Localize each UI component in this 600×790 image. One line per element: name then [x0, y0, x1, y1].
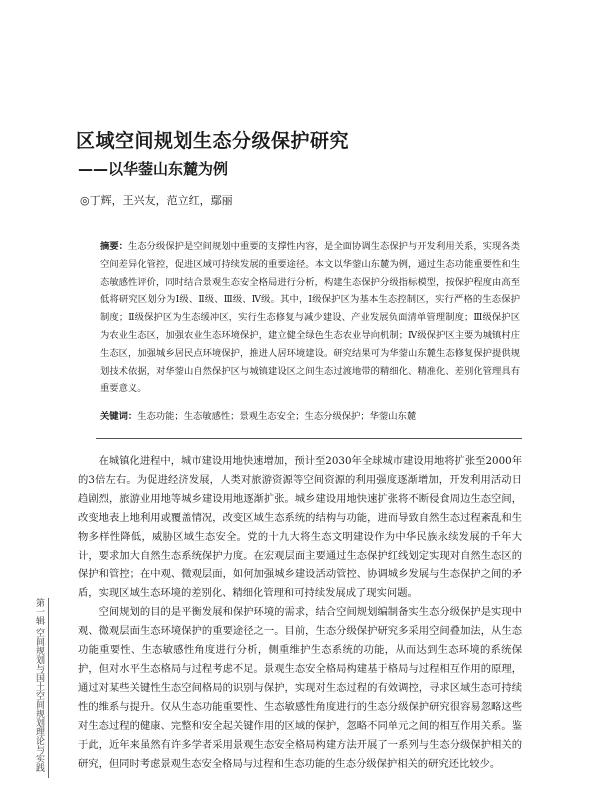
keywords-text: 生态功能；生态敏感性；景观生态安全；生态分级保护；华蓥山东麓 [137, 411, 417, 422]
body-paragraph: 在城镇化进程中，城市建设用地快速增加，预计至2030年全球城市建设用地将扩张至2000年的3倍左右。为促进经济发展，人类对旅游资源等空间资源的利用强度逐渐增加，开发利用活动日趋剧烈，旅游业用地等城乡建设用地逐渐扩张。城乡建设用地快速扩张将不断侵食周边生态空间，改变地表上地利用或覆盖情况，改变区域生态系统的结构与功能，进而导致自然生态过程紊乱和生物多样性降低，威胁区域生态安全。党的十九大将生态文明建设作为中华民族永续发展的千年大计，要求加大自然生态系统保护力度。在宏观层面主要通过生态保护红线划定实现对自然生态区的保护和管控；在中观、微观层面，如何加强城乡建设活动管控、协调城乡发展与生态保护之间的矛盾，实现区域生态环境的差别化、精细化管理和可持续发展成了现实问题。 [78, 455, 522, 600]
body-text [78, 452, 522, 773]
abstract-label: 摘要： [100, 241, 129, 252]
section-divider [96, 438, 522, 439]
keywords-label: 关键词： [100, 411, 138, 422]
side-divider [48, 598, 49, 778]
side-running-header: 第一辑 空间规划与国土空间规划理论与实践 [34, 598, 44, 772]
abstract-text: 生态分级保护是空间规划中重要的支撑性内容，是全面协调生态保护与开发利用关系，实现各类空间差异化管控，促进区域可持续发展的重要途径。本文以华蓥山东麓为例，通过生态功能重要性和生态敏感性评价，同时结合景观生态安全格局进行分析，构建生态保护分级指标模型，按保护程度由高至低将研究区划分为Ⅰ级、Ⅱ级、Ⅲ级、Ⅳ级。其中，Ⅰ级保护区为基本生态控制区，实行严格的生态保护制度；Ⅱ级保护区为生态缓冲区，实行生态修复与减少建设、产业发展负面清单管理制度；Ⅲ级保护区为农业生态区，加强农业生态环境保护，建立健全绿色生态农业导向机制；Ⅳ级保护区主要为城镇村庄生态区，加强城乡居民点环境保护，推进人居环境建设。研究结果可为华蓥山东麓生态修复保护提供规划技术依据，对华蓥山自然保护区与城镇建设区之间生态过渡地带的精细化、精准化、差别化管理具有重要意义。 [100, 241, 520, 395]
body-paragraph: 空间规划的目的是平衡发展和保护环境的需求，结合空间规划编制备实生态分级保护是实现中观、微观层面生态环境保护的重要途径之一。目前，生态分级保护研究多采用空间叠加法，从生态功能重要性、生态敏感性角度进行分析，侧重维护生态系统的功能，从而达到生态环境的系统保护，但对水平生态格局与过程考虑不足。景观生态安全格局构建基于格局与过程相互作用的原理，通过对某些关键性生态空间格局的识别与保护，实现对生态过程的有效调控，寻求区域生态可持续性的维系与提升。仅从生态功能重要性、生态敏感性角度进行的生态分级保护研究很容易忽略这些对生态过程的健康、完整和安全起关键作用的区域的保护，忽略不同单元之间的相互作用关系。鉴于此，近年来虽然有许多学者采用景观生态安全格局构建方法开展了一系列与生态分级保护相关的研究，但同时考虑景观生态安全格局与过程和生态功能的生态分级保护相关的研究还比较少。 [78, 606, 522, 770]
keywords [100, 408, 520, 426]
abstract [100, 238, 520, 398]
article-title: 区域空间规划生态分级保护研究 [76, 130, 350, 152]
article-subtitle: ——以华蓥山东麓为例 [78, 160, 229, 178]
authors: ◎丁辉，王兴友，范立红，鄢丽 [80, 194, 233, 207]
